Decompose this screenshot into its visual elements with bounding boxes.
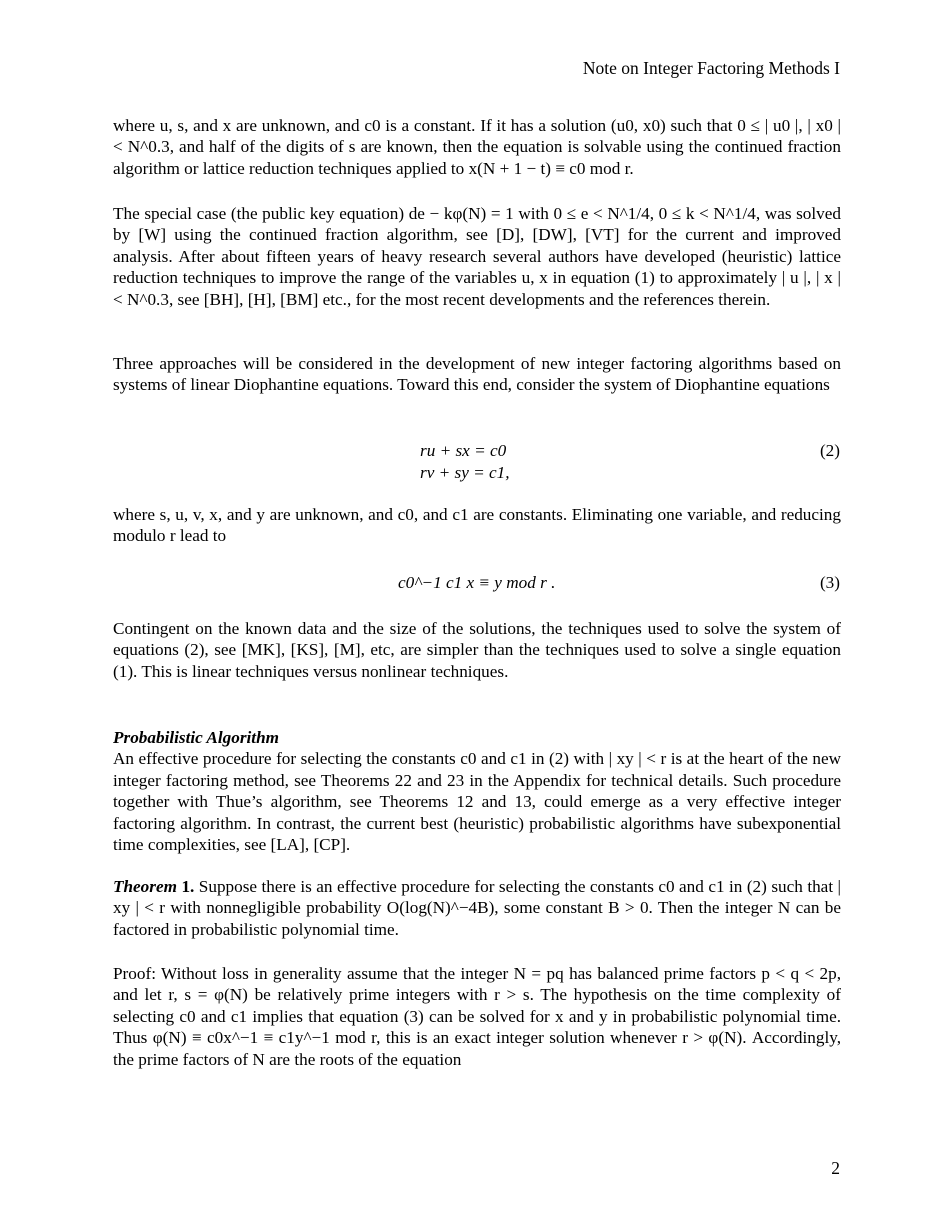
section-probabilistic (113, 727, 841, 855)
p7-text: Suppose there is an effective procedure for selecting the constants c0 and c1 in (2) such that | xy | < r with nonnegligible probability O(log(N)^−4B), some constant B > 0. Then the integer N can be factored in probabilistic polynomial time. (113, 877, 841, 939)
p2-text: The special case (the public key equation) de − kφ(N) = 1 with 0 ≤ e < N^1/4, 0 ≤ k < N^1/4, was solved by [W] using the continued fraction algorithm, see [D], [DW], [VT] for the current and improved analysis. After about fifteen years of heavy research several authors have developed (heuristic) lattice reduction techniques to improve the range of the variables u, x in equation (1) to approximately | u |, | x | < N^0.3, see [BH], [H], [BM] etc., for the most recent developments and the references therein. (113, 204, 841, 309)
paragraph-1 (113, 115, 841, 179)
p1-text: where u, s, and x are unknown, and c0 is a constant. If it has a solution (u0, x0) such that 0 ≤ | u0 |, | x0 | < N^0.3, and half of the digits of s are known, then the equation is solvable using the continued fraction algorithm or lattice reduction techniques applied to x(N + 1 − t) ≡ c0 mod r. (113, 116, 841, 178)
section-title: Probabilistic Algorithm (113, 728, 280, 747)
paragraph-4 (113, 504, 841, 547)
theorem-1 (113, 876, 841, 940)
p8-text: Proof: Without loss in generality assume that the integer N = pq has balanced prime factors p < q < 2p, and let r, s = φ(N) be relatively prime integers with r > s. The hypothesis on the time complexity of selecting c0 and c1 implies that equation (3) can be solved for x and y in probabilistic polynomial time. Thus φ(N) ≡ c0x^−1 ≡ c1y^−1 mod r, this is an exact integer solution whenever r > φ(N). Accordingly, the prime factors of N are the roots of the equation (113, 964, 841, 1069)
equation-2-line-1: ru + sx = c0 (420, 441, 507, 460)
equation-2-number: (2) (819, 441, 840, 460)
proof-paragraph (113, 963, 841, 1070)
p5-text: Contingent on the known data and the size of the solutions, the techniques used to solve the system of equations (2), see [MK], [KS], [M], etc, are simpler than the techniques used to solve a single equation (1). This is linear techniques versus nonlinear techniques. (113, 619, 841, 681)
theorem-number: 1. (181, 877, 195, 896)
p3-text: Three approaches will be considered in the development of new integer factoring algorithms based on systems of linear Diophantine equations. Toward this end, consider the system of Diophantine equations (113, 354, 841, 395)
paragraph-2 (113, 203, 841, 310)
p4-text: where s, u, v, x, and y are unknown, and c0, and c1 are constants. Eliminating one variable, and reducing modulo r lead to (113, 505, 841, 546)
page-number: 2 (831, 1158, 840, 1178)
theorem-label: Theorem (113, 877, 177, 896)
equation-3-body: c0^−1 c1 x ≡ y mod r . (398, 573, 556, 592)
p6-text: An effective procedure for selecting the constants c0 and c1 in (2) with | xy | < r is at the heart of the new integer factoring method, see Theorems 22 and 23 in the Appendix for technical details. Such procedure together with Thue’s algorithm, see Theorems 12 and 13, could emerge as a very effective integer factoring algorithm. In contrast, the current best (heuristic) probabilistic algorithms have subexponential time complexities, see [LA], [CP]. (113, 749, 841, 855)
paragraph-5 (113, 618, 841, 682)
equation-2-line-2: rv + sy = c1, (420, 463, 510, 482)
running-header: Note on Integer Factoring Methods I (582, 58, 840, 78)
equation-3-number: (3) (819, 573, 840, 592)
paragraph-3 (113, 353, 841, 396)
